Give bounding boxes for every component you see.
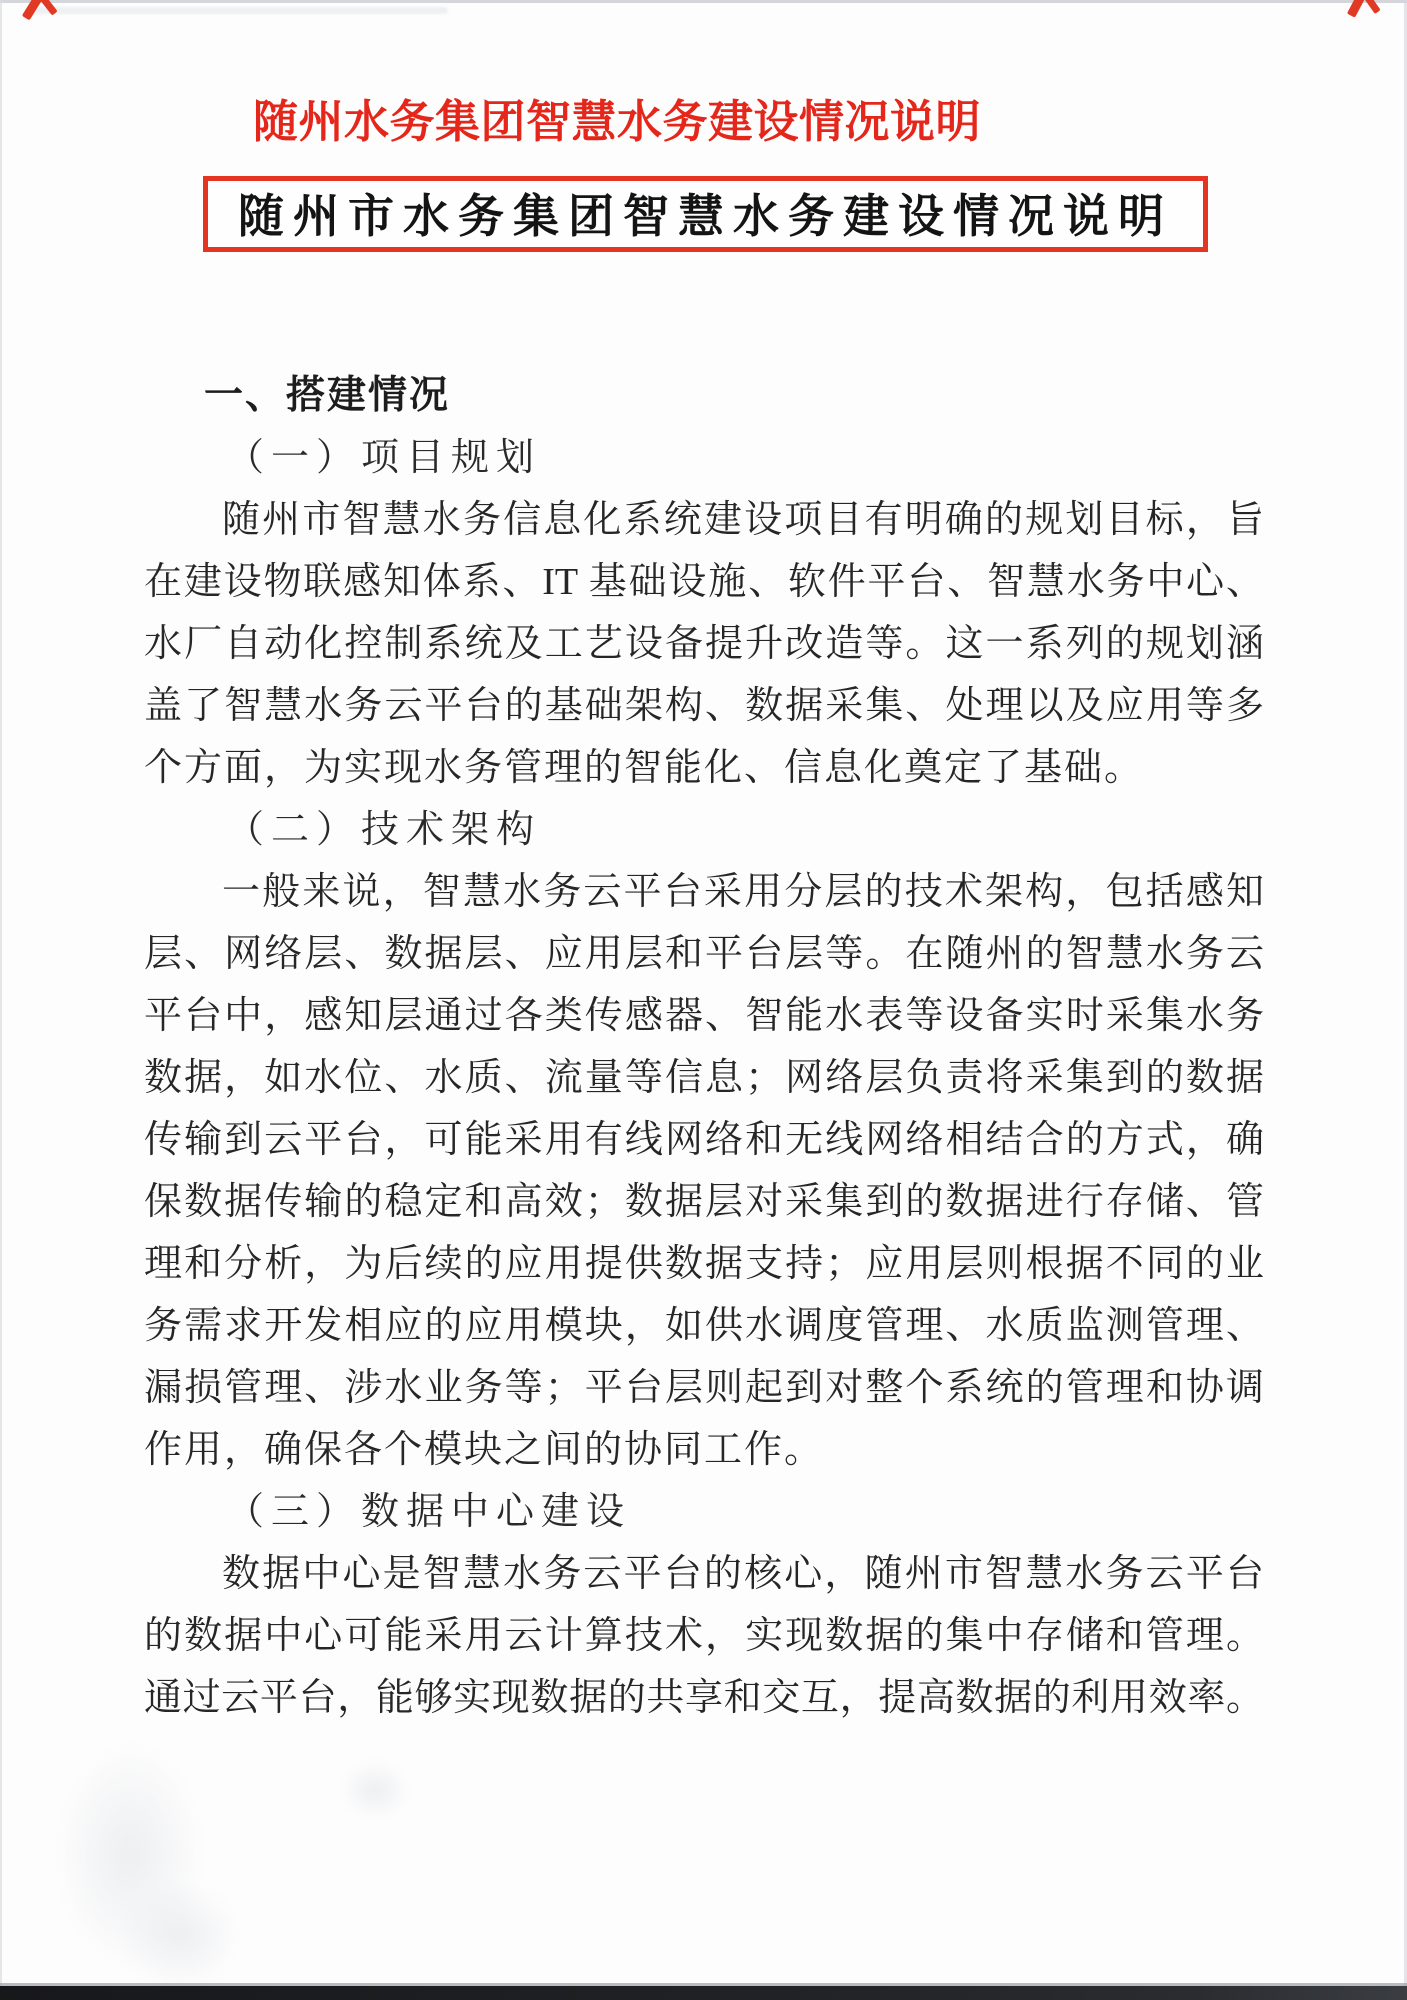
body-text-line: 层、网络层、数据层、应用层和平台层等。在随州的智慧水务云 — [144, 933, 1264, 975]
subsection-heading: （二）技术架构 — [226, 809, 542, 851]
body-text-line: 数据中心是智慧水务云平台的核心，随州市智慧水务云平台 — [222, 1553, 1264, 1595]
document-boxed-title — [203, 176, 1208, 252]
body-text-line: 传输到云平台，可能采用有线网络和无线网络相结合的方式，确 — [144, 1119, 1264, 1161]
body-text-line: 数据，如水位、水质、流量等信息；网络层负责将采集到的数据 — [144, 1057, 1264, 1099]
body-text-line: 保数据传输的稳定和高效；数据层对采集到的数据进行存储、管 — [144, 1181, 1264, 1223]
scan-smudge — [28, 7, 448, 14]
body-text-line: 漏损管理、涉水业务等；平台层则起到对整个系统的管理和协调 — [144, 1367, 1264, 1409]
body-text-line: 一般来说，智慧水务云平台采用分层的技术架构，包括感知 — [222, 871, 1264, 913]
scan-edge-bottom — [0, 1986, 1407, 2000]
section-heading: 一、搭建情况 — [204, 374, 451, 417]
body-text-line: 通过云平台，能够实现数据的共享和交互，提高数据的利用效率。 — [144, 1677, 1264, 1719]
body-text-line: 平台中，感知层通过各类传感器、智能水表等设备实时采集水务 — [144, 995, 1264, 1037]
document-body — [144, 365, 1264, 1729]
subsection-heading: （一）项目规划 — [226, 437, 542, 479]
body-text-line: 务需求开发相应的应用模块，如供水调度管理、水质监测管理、 — [144, 1305, 1264, 1347]
scan-edge-left — [0, 0, 2, 2000]
body-text-line: 个方面，为实现水务管理的智能化、信息化奠定了基础。 — [144, 747, 1145, 789]
body-text-line: 随州市智慧水务信息化系统建设项目有明确的规划目标，旨 — [222, 499, 1264, 541]
scan-watermark-blob — [340, 1760, 410, 1820]
body-text-line: 作用，确保各个模块之间的协同工作。 — [144, 1429, 825, 1471]
subsection-heading: （三）数据中心建设 — [226, 1491, 632, 1533]
body-text-line: 盖了智慧水务云平台的基础架构、数据采集、处理以及应用等多 — [144, 685, 1264, 727]
body-text-line: 在建设物联感知体系、IT 基础设施、软件平台、智慧水务中心、 — [144, 561, 1264, 603]
body-text-line: 理和分析，为后续的应用提供数据支持；应用层则根据不同的业 — [144, 1243, 1264, 1285]
scan-watermark-blob — [120, 1880, 240, 1990]
scan-edge-top — [0, 0, 1407, 3]
body-text-line: 水厂自动化控制系统及工艺设备提升改造等。这一系列的规划涵 — [144, 623, 1264, 665]
body-text-line: 的数据中心可能采用云计算技术，实现数据的集中存储和管理。 — [144, 1615, 1264, 1657]
boxed-title-text: 随州市水务集团智慧水务建设情况说明 — [238, 191, 1173, 242]
document-red-title: 随州水务集团智慧水务建设情况说明 — [253, 96, 982, 147]
